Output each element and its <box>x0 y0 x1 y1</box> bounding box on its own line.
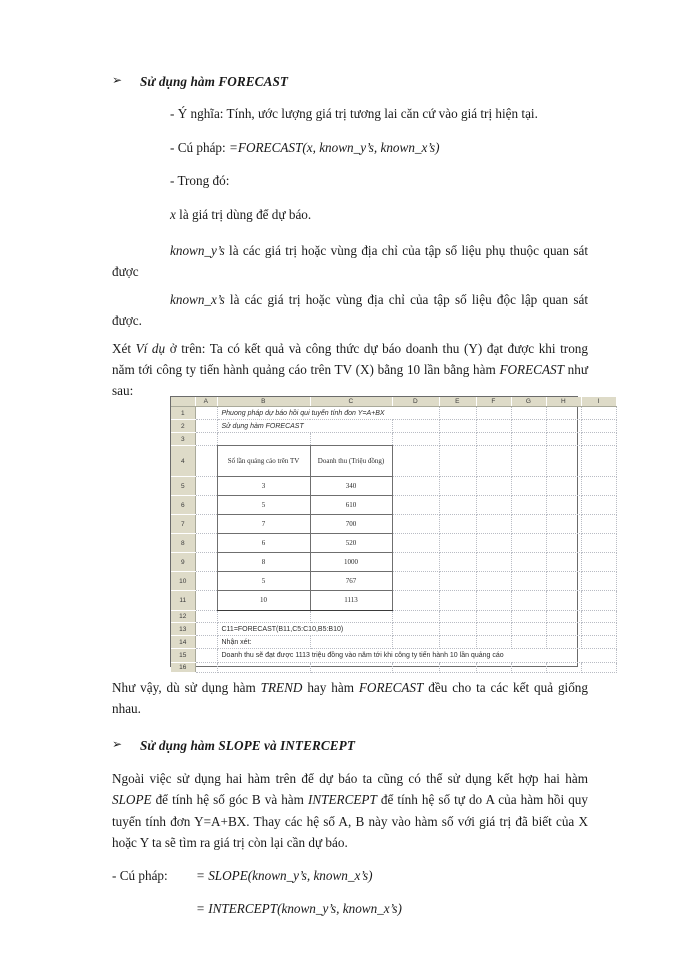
cell-H4[interactable] <box>546 446 581 477</box>
cell-D13[interactable] <box>392 623 439 636</box>
excel-row-5 <box>171 477 616 496</box>
cell-B2-subtitle[interactable]: Sử dụng hàm FORECAST <box>217 420 392 433</box>
cell-I2[interactable] <box>581 420 616 433</box>
cell-C3[interactable] <box>310 433 392 446</box>
excel-row-3 <box>171 433 616 446</box>
cell-G6[interactable] <box>511 496 546 515</box>
excel-rowhdr-6[interactable]: 6 <box>171 496 195 515</box>
excel-col-C[interactable]: C <box>310 397 392 407</box>
cell-B14-remark-label[interactable]: Nhận xét: <box>217 636 310 649</box>
cell-A6[interactable] <box>195 496 217 515</box>
cell-H9[interactable] <box>546 553 581 572</box>
cell-G7[interactable] <box>511 515 546 534</box>
cell-B9[interactable]: 8 <box>217 553 310 572</box>
cell-I3[interactable] <box>581 433 616 446</box>
cell-I9[interactable] <box>581 553 616 572</box>
excel-col-D[interactable]: D <box>392 397 439 407</box>
cell-D12[interactable] <box>392 611 439 623</box>
cell-A3[interactable] <box>195 433 217 446</box>
cell-I11[interactable] <box>581 591 616 611</box>
forecast-syntax-label: - Cú pháp: <box>170 139 226 155</box>
cell-B4-header-x[interactable]: Số lần quảng cáo trên TV <box>217 446 310 477</box>
cell-D4[interactable] <box>392 446 439 477</box>
cell-E9[interactable] <box>439 553 476 572</box>
excel-col-G[interactable]: G <box>511 397 546 407</box>
cell-B8[interactable]: 6 <box>217 534 310 553</box>
slope-intercept-intro <box>112 768 588 854</box>
cell-B6[interactable]: 5 <box>217 496 310 515</box>
known-y-text: là các giá trị hoặc vùng địa chỉ của tập số liệu phụ thuộc quan sát được <box>112 243 588 280</box>
cell-E14[interactable] <box>439 636 476 649</box>
cell-E5[interactable] <box>439 477 476 496</box>
intro-part-1: Ngoài việc sử dụng hai hàm trên để dự báo ta cũng có thể sử dụng kết hợp hai hàm <box>112 770 588 786</box>
cell-H10[interactable] <box>546 572 581 591</box>
slope-syntax-row <box>112 865 588 887</box>
excel-row-7 <box>171 515 616 534</box>
cell-B5[interactable]: 3 <box>217 477 310 496</box>
cell-G5[interactable] <box>511 477 546 496</box>
intro-part-3: để tính hệ số tự do A của hàm hồi quy tuyến tính đơn Y=A+BX. Thay các hệ số A, B này vào hàm số với giá trị đã biết của X hoặc Y ta sẽ tìm ra giá trị còn lại cần dự báo. <box>112 792 588 850</box>
cell-H6[interactable] <box>546 496 581 515</box>
cell-E4[interactable] <box>439 446 476 477</box>
cell-I10[interactable] <box>581 572 616 591</box>
cell-E10[interactable] <box>439 572 476 591</box>
cell-D3[interactable] <box>392 433 439 446</box>
excel-rowhdr-3[interactable]: 3 <box>171 433 195 446</box>
cell-E13[interactable] <box>439 623 476 636</box>
cell-I6[interactable] <box>581 496 616 515</box>
cell-G9[interactable] <box>511 553 546 572</box>
cell-H1[interactable] <box>546 407 581 420</box>
cell-I13[interactable] <box>581 623 616 636</box>
bullet-arrow-icon-2: ➢ <box>112 736 123 751</box>
excel-rowhdr-13[interactable]: 13 <box>171 623 195 636</box>
excel-col-B[interactable]: B <box>217 397 310 407</box>
excel-row-12 <box>171 611 616 623</box>
cell-G10[interactable] <box>511 572 546 591</box>
cell-F16[interactable] <box>476 663 511 673</box>
cell-I16[interactable] <box>581 663 616 673</box>
cell-A16[interactable] <box>195 663 217 673</box>
forecast-where-line: - Trong đó: <box>170 173 230 188</box>
cell-C8[interactable]: 520 <box>310 534 392 553</box>
cell-B7[interactable]: 7 <box>217 515 310 534</box>
cell-H5[interactable] <box>546 477 581 496</box>
excel-row-16 <box>171 663 616 673</box>
cell-G14[interactable] <box>511 636 546 649</box>
cell-H13[interactable] <box>546 623 581 636</box>
forecast-syntax-formula: =FORECAST(x, known_y’s, known_x’s) <box>228 139 440 155</box>
forecast-syntax-line <box>112 140 588 157</box>
cell-G8[interactable] <box>511 534 546 553</box>
example-part-1: Xét <box>112 340 136 356</box>
cell-A9[interactable] <box>195 553 217 572</box>
cell-F2[interactable] <box>476 420 511 433</box>
cell-B1-title[interactable]: Phuong pháp dự báo hồi qui tuyến tính đon Y=A+BX <box>217 407 439 420</box>
conclusion-italic-2: FORECAST <box>358 680 424 695</box>
excel-row-13 <box>171 623 616 636</box>
forecast-def-x: x là giá trị dùng để dự báo. <box>170 206 312 222</box>
excel-row-9 <box>171 553 616 572</box>
excel-col-F[interactable]: F <box>476 397 511 407</box>
cell-I4[interactable] <box>581 446 616 477</box>
forecast-def-known-x <box>112 289 588 332</box>
excel-row-8 <box>171 534 616 553</box>
cell-H3[interactable] <box>546 433 581 446</box>
cell-E1[interactable] <box>439 407 476 420</box>
cell-F8[interactable] <box>476 534 511 553</box>
cell-F11[interactable] <box>476 591 511 611</box>
excel-row-2 <box>171 420 616 433</box>
cell-F3[interactable] <box>476 433 511 446</box>
cell-D9[interactable] <box>392 553 439 572</box>
excel-row-14 <box>171 636 616 649</box>
cell-C11-forecast-y[interactable]: 1113 <box>310 591 392 611</box>
cell-C14[interactable] <box>310 636 392 649</box>
cell-I12[interactable] <box>581 611 616 623</box>
excel-rowhdr-12[interactable]: 12 <box>171 611 195 623</box>
cell-B11-forecast-x[interactable]: 10 <box>217 591 310 611</box>
example-part-2: ở trên: Ta có kết quả và công thức dự báo doanh thu (Y) đạt được khi trong năm tới công ty tiến hành quảng cáo trên TV (X) bằng 10 lần bằng hàm <box>112 340 588 377</box>
cell-G16[interactable] <box>511 663 546 673</box>
cell-D5[interactable] <box>392 477 439 496</box>
cell-F6[interactable] <box>476 496 511 515</box>
cell-E11[interactable] <box>439 591 476 611</box>
excel-col-E[interactable]: E <box>439 397 476 407</box>
cell-E12[interactable] <box>439 611 476 623</box>
excel-row-15 <box>171 649 616 663</box>
excel-corner-cell[interactable] <box>171 397 195 407</box>
cell-C9[interactable]: 1000 <box>310 553 392 572</box>
cell-B15-remark-text[interactable]: Doanh thu sẽ đạt được 1113 triệu đồng vào năm tới khi công ty tiến hành 10 lần quảng cáo <box>217 649 616 663</box>
cell-D2[interactable] <box>392 420 439 433</box>
cell-G11[interactable] <box>511 591 546 611</box>
intro-italic-1: SLOPE <box>112 792 152 808</box>
cell-H7[interactable] <box>546 515 581 534</box>
cell-A13[interactable] <box>195 623 217 636</box>
cell-D11[interactable] <box>392 591 439 611</box>
cell-F9[interactable] <box>476 553 511 572</box>
heading-slope-intercept <box>112 738 588 754</box>
cell-H2[interactable] <box>546 420 581 433</box>
cell-I14[interactable] <box>581 636 616 649</box>
forecast-meaning-line: - Ý nghĩa: Tính, ước lượng giá trị tương lai căn cứ vào giá trị hiện tại. <box>170 106 538 121</box>
cell-C12[interactable] <box>310 611 392 623</box>
excel-rowhdr-10[interactable]: 10 <box>171 572 195 591</box>
cell-B12[interactable] <box>217 611 310 623</box>
document-body-lower <box>112 677 588 920</box>
cell-C7[interactable]: 700 <box>310 515 392 534</box>
cell-I8[interactable] <box>581 534 616 553</box>
cell-E8[interactable] <box>439 534 476 553</box>
cell-F12[interactable] <box>476 611 511 623</box>
cell-F14[interactable] <box>476 636 511 649</box>
excel-row-10 <box>171 572 616 591</box>
cell-A15[interactable] <box>195 649 217 663</box>
cell-C6[interactable]: 610 <box>310 496 392 515</box>
cell-G2[interactable] <box>511 420 546 433</box>
excel-rowhdr-4[interactable]: 4 <box>171 446 195 477</box>
cell-H16[interactable] <box>546 663 581 673</box>
cell-C4-header-y[interactable]: Doanh thu (Triệu đồng) <box>310 446 392 477</box>
example-italic-1: Ví dụ <box>135 340 166 356</box>
excel-rowhdr-9[interactable]: 9 <box>171 553 195 572</box>
conclusion-paragraph <box>112 677 588 720</box>
cell-A12[interactable] <box>195 611 217 623</box>
excel-col-I[interactable]: I <box>581 397 616 407</box>
known-y-term: known_y’s <box>170 243 225 258</box>
excel-column-header-row <box>171 397 616 407</box>
cell-F13[interactable] <box>476 623 511 636</box>
cell-D14[interactable] <box>392 636 439 649</box>
excel-row-4 <box>171 446 616 477</box>
heading-forecast <box>112 74 588 90</box>
cell-A10[interactable] <box>195 572 217 591</box>
cell-E7[interactable] <box>439 515 476 534</box>
forecast-example-paragraph <box>112 338 588 402</box>
conclusion-italic-1: TREND <box>260 680 303 695</box>
cell-D8[interactable] <box>392 534 439 553</box>
excel-rowhdr-14[interactable]: 14 <box>171 636 195 649</box>
cell-B16[interactable] <box>217 663 310 673</box>
cell-I1[interactable] <box>581 407 616 420</box>
intro-italic-2: INTERCEPT <box>307 792 377 808</box>
cell-D7[interactable] <box>392 515 439 534</box>
conclusion-part-1: Như vậy, dù sử dụng hàm <box>112 680 261 695</box>
heading-slope-intercept-label: Sử dụng hàm SLOPE và INTERCEPT <box>140 737 355 753</box>
cell-C10[interactable]: 767 <box>310 572 392 591</box>
document-body <box>112 74 588 408</box>
cell-F1[interactable] <box>476 407 511 420</box>
cell-A11[interactable] <box>195 591 217 611</box>
cell-G4[interactable] <box>511 446 546 477</box>
example-part-3: như sau: <box>112 361 588 399</box>
cell-H11[interactable] <box>546 591 581 611</box>
cell-D16[interactable] <box>392 663 439 673</box>
slope-syntax-label: - Cú pháp: <box>112 868 168 884</box>
cell-C5[interactable]: 340 <box>310 477 392 496</box>
excel-row-1 <box>171 407 616 420</box>
cell-H14[interactable] <box>546 636 581 649</box>
excel-col-H[interactable]: H <box>546 397 581 407</box>
excel-rowhdr-1[interactable]: 1 <box>171 407 195 420</box>
cell-A2[interactable] <box>195 420 217 433</box>
cell-E2[interactable] <box>439 420 476 433</box>
cell-A5[interactable] <box>195 477 217 496</box>
cell-H8[interactable] <box>546 534 581 553</box>
known-x-text: là các giá trị hoặc vùng địa chỉ của tập số liệu độc lập quan sát được. <box>112 291 588 329</box>
cell-F4[interactable] <box>476 446 511 477</box>
intercept-syntax-formula: = INTERCEPT(known_y’s, known_x’s) <box>196 900 402 916</box>
cell-A7[interactable] <box>195 515 217 534</box>
cell-D10[interactable] <box>392 572 439 591</box>
heading-forecast-label: Sử dụng hàm FORECAST <box>140 74 289 89</box>
cell-G1[interactable] <box>511 407 546 420</box>
cell-H12[interactable] <box>546 611 581 623</box>
cell-B3[interactable] <box>217 433 310 446</box>
excel-row-6 <box>171 496 616 515</box>
cell-A8[interactable] <box>195 534 217 553</box>
forecast-def-x-text: là giá trị dùng để dự báo. <box>175 206 312 222</box>
cell-A14[interactable] <box>195 636 217 649</box>
example-italic-2: FORECAST <box>499 361 564 377</box>
cell-E16[interactable] <box>439 663 476 673</box>
cell-A4[interactable] <box>195 446 217 477</box>
cell-G13[interactable] <box>511 623 546 636</box>
cell-E3[interactable] <box>439 433 476 446</box>
slope-syntax-formula: = SLOPE(known_y’s, known_x’s) <box>196 868 373 884</box>
excel-screenshot <box>170 396 600 671</box>
cell-I5[interactable] <box>581 477 616 496</box>
forecast-def-known-y <box>112 240 588 283</box>
conclusion-part-2: hay hàm <box>302 680 359 695</box>
cell-E6[interactable] <box>439 496 476 515</box>
excel-rowhdr-16[interactable]: 16 <box>171 663 195 673</box>
conclusion-part-3: đều cho ta các kết quả giống nhau. <box>112 680 588 717</box>
excel-rowhdr-11[interactable]: 11 <box>171 591 195 611</box>
cell-A1[interactable] <box>195 407 217 420</box>
cell-F10[interactable] <box>476 572 511 591</box>
cell-I7[interactable] <box>581 515 616 534</box>
cell-G3[interactable] <box>511 433 546 446</box>
intro-part-2: để tính hệ số góc B và hàm <box>151 792 308 808</box>
cell-C16[interactable] <box>310 663 392 673</box>
intercept-syntax-row <box>112 898 588 920</box>
excel-rowhdr-5[interactable]: 5 <box>171 477 195 496</box>
cell-F5[interactable] <box>476 477 511 496</box>
cell-G12[interactable] <box>511 611 546 623</box>
cell-D6[interactable] <box>392 496 439 515</box>
excel-col-A[interactable]: A <box>195 397 217 407</box>
excel-grid <box>171 397 617 673</box>
cell-B13-formula[interactable]: C11=FORECAST(B11,C5:C10,B5:B10) <box>217 623 392 636</box>
cell-F7[interactable] <box>476 515 511 534</box>
cell-B10[interactable]: 5 <box>217 572 310 591</box>
excel-rowhdr-15[interactable]: 15 <box>171 649 195 663</box>
excel-rowhdr-2[interactable]: 2 <box>171 420 195 433</box>
known-x-term: known_x’s <box>170 291 225 307</box>
bullet-arrow-icon: ➢ <box>112 73 123 87</box>
excel-row-11 <box>171 591 616 611</box>
excel-rowhdr-7[interactable]: 7 <box>171 515 195 534</box>
excel-rowhdr-8[interactable]: 8 <box>171 534 195 553</box>
